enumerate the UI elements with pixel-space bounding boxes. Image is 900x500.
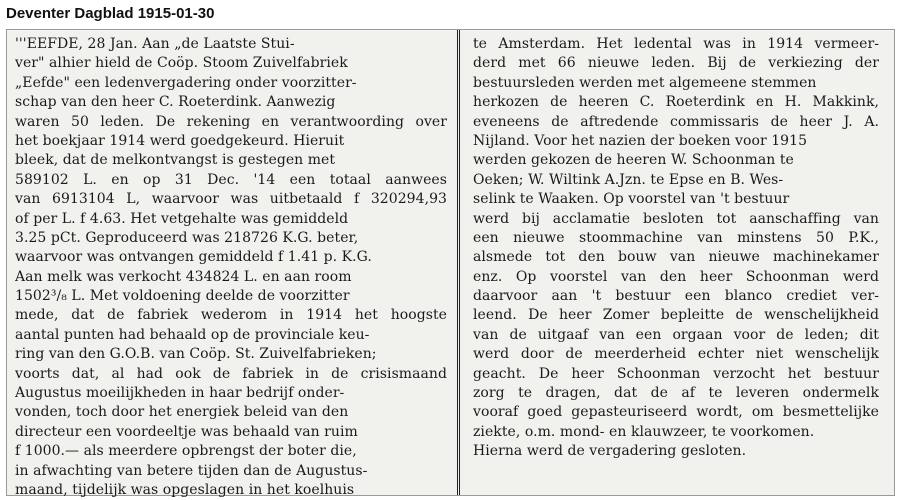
article-line: maand, tijdelijk was opgeslagen in het koelhuis: [15, 481, 355, 498]
article-line: aantal punten had behaald op de provinciale keu-: [15, 326, 370, 343]
article-line: enz. Op voorstel van den heer Schoonman werd: [473, 268, 879, 285]
article-line: '''EEFDE, 28 Jan. Aan „de Laatste Stui-: [15, 36, 295, 52]
article-line: herkozen de heeren C. Roeterdink en H. Makkink,: [473, 94, 879, 111]
article-line: ver" alhier hield de Coöp. Stoom Zuivelfabriek: [15, 55, 348, 72]
article-line: bleek, dat de melkontvangst is gestegen met: [15, 152, 336, 169]
article-line: alsmede tot den bouw van nieuwe machinekamer: [473, 249, 879, 266]
article-line: selink te Waaken. Op voorstel van 't bestuur: [473, 191, 790, 208]
article-line: een nieuwe stoommachine van minstens 50 P.K.,: [473, 229, 879, 246]
article-line: of per L. f 4.63. Het vetgehalte was gemiddeld: [15, 210, 349, 227]
article-line: Aan melk was verkocht 434824 L. en aan room: [15, 268, 352, 285]
article-line: daarvoor aan 't bestuur een blanco crediet ver-: [473, 288, 879, 305]
article-line: het boekjaar 1914 werd goedgekeurd. Hieruit: [15, 132, 345, 149]
article-line: 3.25 pCt. Geproduceerd was 218726 K.G. beter,: [15, 229, 359, 246]
article-line: Oeken; W. Wiltink A.Jzn. te Epse en B. Wes-: [473, 171, 784, 188]
article-line: geacht. De heer Schoonman verzocht het bestuur: [473, 365, 879, 382]
article-line: voorts dat, al had ook de fabriek in de crisismaand: [15, 365, 447, 382]
article-line: 589102 L. en op 31 Dec. '14 een totaal aanwees: [15, 171, 447, 188]
article-line: werd bij acclamatie besloten tot aanschaffing van: [473, 210, 879, 227]
article-line: waren 50 leden. De rekening en verantwoording over: [15, 113, 447, 130]
article-line: vonden, toch door het energiek beleid van den: [15, 404, 349, 421]
article-column-right: [473, 35, 879, 462]
article-line: ring van den G.O.B. van Coöp. St. Zuivelfabrieken;: [15, 346, 377, 363]
article-line: van 6913104 L, waarvoor was uitbetaald f 320294,93: [15, 191, 447, 208]
article-line: „Eefde" een ledenvergadering onder voorzitter-: [15, 74, 357, 91]
article-line: vooraf goed gepasteuriseerd wordt, om besmettelijke: [473, 404, 879, 421]
article-line: werd door de meerderheid echter niet wenschelijk: [473, 346, 879, 363]
article-line: waarvoor was ontvangen gemiddeld f 1.41 p. K.G.: [15, 249, 372, 266]
newspaper-clipping: [6, 29, 895, 496]
article-line: eveneens de aftredende commissaris de heer J. A.: [473, 113, 879, 130]
article-line: Augustus moeilijkheden in haar bedrijf onder-: [15, 385, 345, 402]
article-line: f 1000.— als meerdere opbrengst der boter die,: [15, 443, 357, 460]
article-line: Nijland. Voor het nazien der boeken voor 1915: [473, 132, 808, 149]
article-line: Hierna werd de vergadering gesloten.: [473, 443, 747, 460]
article-line: schap van den heer C. Roeterdink. Aanwezig: [15, 94, 336, 111]
article-line: directeur een voordeeltje was behaald van ruim: [15, 423, 358, 440]
article-line: in afwachting van betere tijden dan de Augustus-: [15, 462, 368, 479]
page-title: Deventer Dagblad 1915-01-30: [6, 5, 215, 22]
article-line: zorg te dragen, dat de af te leveren ondermelk: [473, 385, 879, 402]
article-line: te Amsterdam. Het ledental was in 1914 vermeer-: [473, 36, 879, 52]
article-line: ziekte, o.m. mond- en klauwzeer, te voorkomen.: [473, 423, 815, 440]
article-line: leend. De heer Zomer bepleitte de wenschelijkheid: [473, 307, 879, 324]
article-line: van de uitgaaf van een orgaan voor de leden; dit: [473, 326, 879, 343]
article-line: bestuursleden werden met algemeene stemmen: [473, 74, 817, 91]
column-divider: [457, 30, 460, 495]
article-line: derd met 66 nieuwe leden. Bij de verkiezing der: [473, 55, 879, 72]
article-line: mede, dat de fabriek wederom in 1914 het hoogste: [15, 307, 447, 324]
article-line: 1502³/₈ L. Met voldoening deelde de voorzitter: [15, 288, 350, 305]
article-line: werden gekozen de heeren W. Schoonman te: [473, 152, 794, 169]
article-column-left: [15, 35, 447, 500]
